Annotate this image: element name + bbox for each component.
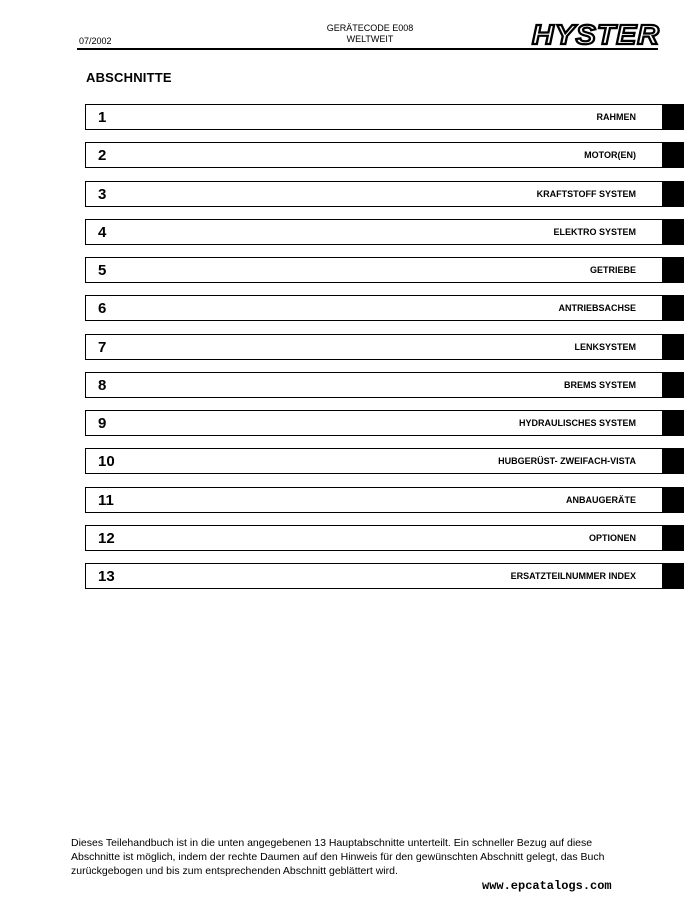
section-row[interactable] xyxy=(85,487,684,513)
section-row[interactable] xyxy=(85,104,684,130)
section-name: MOTOR(EN) xyxy=(584,150,636,161)
footer-line-3: zurückgebogen und bis zum entsprechenden Abschnitt geblättert wird. xyxy=(71,865,398,877)
page-title: ABSCHNITTE xyxy=(86,70,172,85)
section-name: KRAFTSTOFF SYSTEM xyxy=(536,188,636,199)
section-number: 12 xyxy=(98,529,115,547)
section-number: 4 xyxy=(98,223,107,241)
thumb-index-tab[interactable] xyxy=(662,104,684,130)
section-name: ELEKTRO SYSTEM xyxy=(553,226,636,237)
thumb-index-tab[interactable] xyxy=(662,181,684,207)
thumb-index-tab[interactable] xyxy=(662,525,684,551)
section-name: ERSATZTEILNUMMER INDEX xyxy=(510,571,636,581)
thumb-index-tab[interactable] xyxy=(662,410,684,436)
section-number: 13 xyxy=(98,568,115,585)
section-number: 9 xyxy=(98,415,107,432)
section-name: ANTRIEBSACHSE xyxy=(558,303,636,314)
section-number: 11 xyxy=(98,491,114,509)
section-list xyxy=(85,104,684,601)
section-row[interactable] xyxy=(85,563,684,589)
section-number: 1 xyxy=(98,109,107,126)
section-name: ANBAUGERÄTE xyxy=(565,494,636,505)
hyster-logo xyxy=(530,18,662,48)
section-number: 2 xyxy=(98,147,107,165)
thumb-index-tab[interactable] xyxy=(662,295,684,321)
section-row[interactable] xyxy=(85,181,684,207)
section-number: 7 xyxy=(98,338,107,356)
equipment-code: GERÄTECODE E008 xyxy=(326,23,414,33)
thumb-index-tab[interactable] xyxy=(662,372,684,398)
section-row[interactable] xyxy=(85,257,684,283)
thumb-index-tab[interactable] xyxy=(662,219,684,245)
brand-name: HYSTER xyxy=(532,19,660,48)
thumb-index-tab[interactable] xyxy=(662,334,684,360)
section-name: RAHMEN xyxy=(596,112,636,122)
section-name: LENKSYSTEM xyxy=(574,341,636,352)
thumb-index-tab[interactable] xyxy=(662,142,684,168)
section-row[interactable] xyxy=(85,372,684,398)
section-name: GETRIEBE xyxy=(589,265,636,275)
thumb-index-tab[interactable] xyxy=(662,563,684,589)
section-number: 6 xyxy=(98,300,107,318)
thumb-index-tab[interactable] xyxy=(662,257,684,283)
header-center xyxy=(270,23,470,45)
section-row[interactable] xyxy=(85,219,684,245)
section-number: 10 xyxy=(98,453,115,471)
section-name: HYDRAULISCHES SYSTEM xyxy=(518,418,636,428)
section-row[interactable] xyxy=(85,525,684,551)
section-number: 5 xyxy=(98,262,107,279)
thumb-index-tab[interactable] xyxy=(662,448,684,474)
section-row[interactable] xyxy=(85,142,684,168)
section-name: BREMS SYSTEM xyxy=(563,379,636,390)
region-label: WELTWEIT xyxy=(346,34,394,44)
header-divider xyxy=(77,48,658,50)
section-name: HUBGERÜST- ZWEIFACH-VISTA xyxy=(498,456,636,467)
section-number: 3 xyxy=(98,185,107,203)
footer-line-1: Dieses Teilehandbuch ist in die unten angegebenen 13 Hauptabschnitte unterteilt. Ein schneller Bezug auf diese xyxy=(71,837,593,849)
section-name: OPTIONEN xyxy=(588,532,636,543)
section-row[interactable] xyxy=(85,410,684,436)
section-row[interactable] xyxy=(85,295,684,321)
section-row[interactable] xyxy=(85,334,684,360)
footer-line-2: Abschnitte ist möglich, indem der rechte Daumen auf den Hinweis für den gewünschten Abschnitt gelegt, das Buch xyxy=(71,851,605,863)
thumb-index-tab[interactable] xyxy=(662,487,684,513)
header-date: 07/2002 xyxy=(79,36,112,46)
section-row[interactable] xyxy=(85,448,684,474)
watermark-url: www.epcatalogs.com xyxy=(482,879,612,893)
footer-instructions xyxy=(71,836,671,878)
section-number: 8 xyxy=(98,376,107,394)
